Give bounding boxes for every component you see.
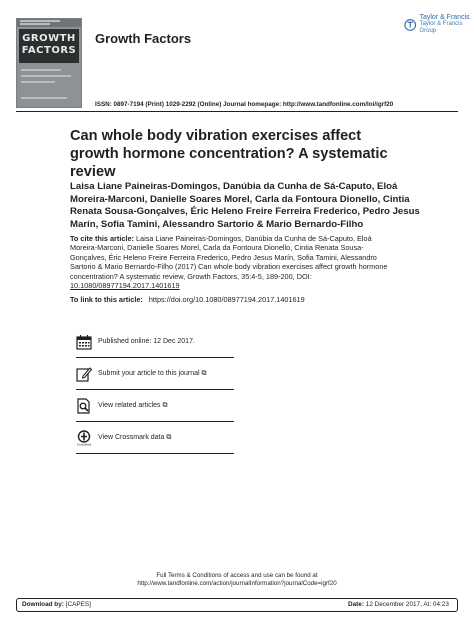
row-divider [76, 421, 234, 422]
cover-header-strip [17, 19, 81, 27]
issn-line[interactable]: ISSN: 0897-7194 (Print) 1029-2292 (Online) Journal homepage: http://www.tandfonline.com/loi/igrf20 [95, 101, 394, 108]
article-authors: Laisa Liane Paineiras-Domingos, Danúbia da Cunha de Sá-Caputo, Eloá Moreira-Marconi, Danielle Soares Morel, Carla da Fontoura Dionello, Cintia Renata Sousa-Gonçalves, Éric Heleno Freire Ferreira Frederico, Pedro Jesus Marín, Sofia Tamini, Alessandro Sartorio & Mario Bernardo-Filho [70, 181, 420, 230]
row-divider [76, 453, 234, 454]
article-link-line [70, 295, 305, 304]
downloaded-by-value: [CAPES] [63, 601, 91, 608]
citation-label: To cite this article: [70, 234, 134, 243]
external-link-icon: ⧉ [166, 434, 172, 441]
submit-article-row[interactable] [76, 364, 234, 390]
publisher-name-sub: Taylor & Francis Group [419, 21, 463, 34]
header-divider [16, 111, 458, 112]
published-online-row [76, 332, 234, 358]
publisher-logo[interactable] [404, 14, 474, 35]
cover-title-line1: GROWTH [22, 33, 76, 44]
citation-text: Laisa Liane Paineiras-Domingos, Danúbia da Cunha de Sá-Caputo, Eloá Moreira-Marconi, Danielle Soares Morel, Carla da Fontoura Dionello, Cintia Renata Sousa-Gonçalves, Éric Heleno Freire Ferreira Frederico, Pedro Jesus Marín, Sofia Tamini, Alessandro Sartorio & Mario Bernardo-Filho (2017) Can whole body vibration exercises affect growth hormone concentration? A systematic review, Growth Factors, 35:4-5, 189-200, DOI: [70, 234, 388, 281]
publisher-name [419, 14, 474, 35]
citation-doi-link[interactable]: 10.1080/08977194.2017.1401619 [70, 281, 180, 291]
link-label: To link to this article: [70, 295, 143, 304]
external-link-icon: ⧉ [162, 402, 168, 409]
downloaded-by [22, 601, 91, 608]
related-articles-row[interactable] [76, 396, 234, 422]
external-link-icon: ⧉ [201, 370, 207, 377]
citation-block [70, 234, 400, 290]
related-articles-text: View related articles [98, 402, 161, 409]
download-date [348, 601, 449, 608]
download-date-label: Date: [348, 601, 364, 608]
calendar-icon [76, 334, 92, 350]
cover-title [19, 29, 79, 63]
published-online-text: Published online: 12 Dec 2017. [98, 338, 195, 345]
journal-cover-image [16, 18, 82, 108]
terms-notice-url[interactable]: http://www.tandfonline.com/action/journalInformation?journalCode=igrf20 [137, 580, 337, 587]
submit-article-link[interactable] [98, 370, 207, 378]
edit-icon [76, 366, 92, 382]
download-date-value: 12 December 2017, At: 04:23 [363, 601, 449, 608]
row-divider [76, 357, 234, 358]
publisher-name-main: Taylor & Francis [419, 14, 470, 21]
article-title: Can whole body vibration exercises affect growth hormone concentration? A systematic review [70, 128, 388, 180]
downloaded-by-label: Download by: [22, 601, 64, 608]
terms-notice-line1: Full Terms & Conditions of access and use can be found at [156, 572, 318, 579]
crossmark-text: View Crossmark data [98, 434, 165, 441]
journal-name: Growth Factors [95, 31, 192, 46]
view-icon [76, 398, 92, 414]
crossmark-sublabel: CrossMark [76, 442, 92, 446]
crossmark-link[interactable] [98, 434, 171, 442]
related-articles-link[interactable] [98, 402, 168, 410]
terms-notice [0, 572, 474, 588]
publisher-logo-icon [404, 18, 416, 32]
submit-article-text: Submit your article to this journal [98, 370, 200, 377]
row-divider [76, 389, 234, 390]
crossmark-icon [76, 430, 92, 446]
crossmark-row[interactable] [76, 428, 234, 454]
article-doi-url[interactable]: https://doi.org/10.1080/08977194.2017.1401619 [148, 295, 305, 304]
cover-title-line2: FACTORS [21, 45, 77, 56]
